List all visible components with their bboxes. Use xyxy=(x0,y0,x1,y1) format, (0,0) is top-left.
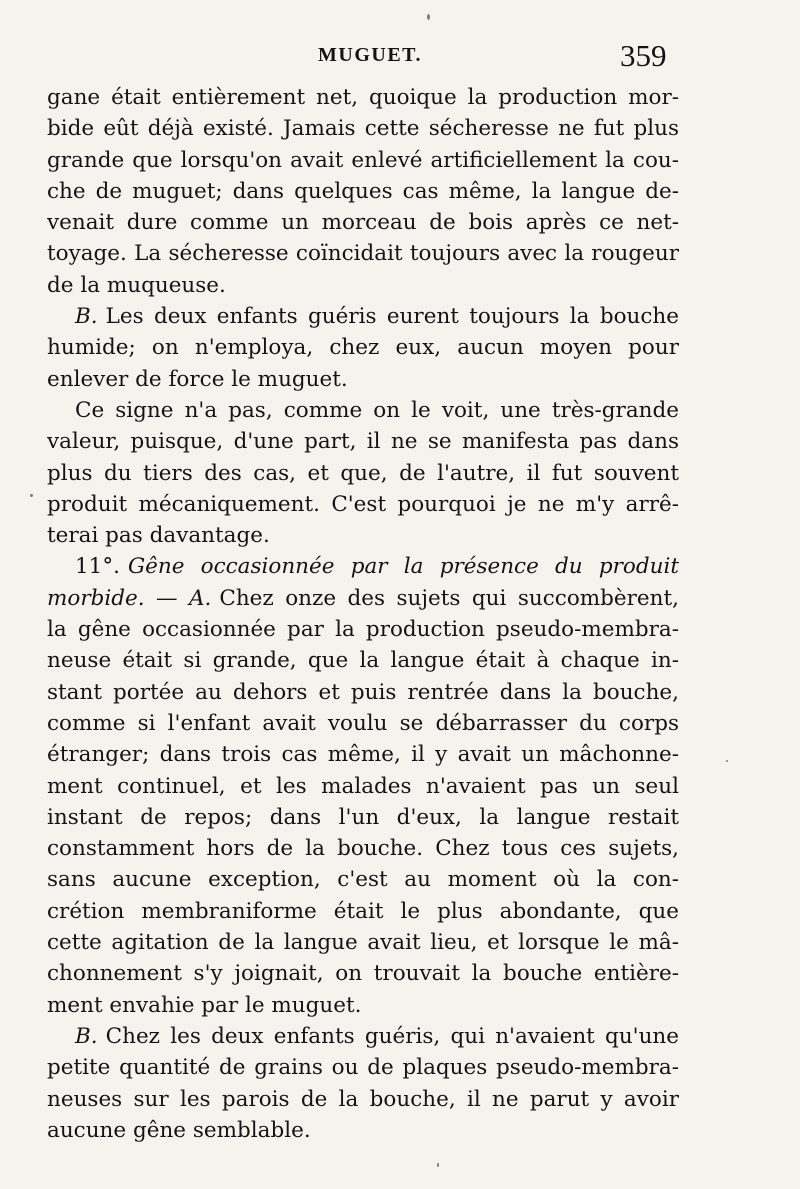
text-line: comme si l'enfant avait voulu se débarrasser du corps xyxy=(47,710,679,736)
text-line: sans aucune exception, c'est au moment où la con- xyxy=(47,867,679,893)
text-line: ment envahie par le muguet. xyxy=(47,992,362,1018)
text-line: humide; on n'employa, chez eux, aucun moyen pour xyxy=(47,335,679,361)
text-line: ment continuel, et les malades n'avaient pas un seul xyxy=(47,773,679,799)
text-line: de la muqueuse. xyxy=(47,272,226,298)
section-heading-continuation xyxy=(47,583,679,614)
section-title: Gêne occasionnée par la présence du produit xyxy=(127,554,679,580)
paper-speck xyxy=(427,14,430,20)
running-title: MUGUET. xyxy=(318,44,423,66)
text-line: toyage. La sécheresse coïncidait toujours avec la rougeur xyxy=(47,241,679,267)
text-line: étranger; dans trois cas même, il y avait un mâchonne- xyxy=(47,742,679,768)
page-number: 359 xyxy=(620,38,667,73)
section-heading-line xyxy=(47,551,679,582)
text-line: bide eût déjà existé. Jamais cette sécheresse ne fut plus xyxy=(47,116,679,142)
body-text xyxy=(47,82,679,1146)
text-line: crétion membraniforme était le plus abondante, que xyxy=(47,898,679,924)
text-line: gane était entièrement net, quoique la production mor- xyxy=(47,85,679,110)
text-line: petite quantité de grains ou de plaques pseudo-membra- xyxy=(47,1055,679,1081)
text-line: constamment hors de la bouche. Chez tous ces sujets, xyxy=(47,836,679,862)
text-line: cette agitation de la langue avait lieu, et lorsque le mâ- xyxy=(47,930,679,956)
text-line: produit mécaniquement. C'est pourquoi je ne m'y arrê- xyxy=(47,491,679,517)
text-line: che de muguet; dans quelques cas même, la langue de- xyxy=(47,178,679,204)
paragraph-b-second xyxy=(47,1021,679,1052)
text-line: aucune gêne semblable. xyxy=(47,1117,311,1143)
paragraph-marker: B. xyxy=(75,1023,98,1049)
paragraph-b-first xyxy=(47,301,679,332)
text-line: Chez onze des sujets qui succombèrent, xyxy=(219,585,679,611)
paragraph-marker: B. xyxy=(75,304,98,330)
text-line: venait dure comme un morceau de bois après ce net- xyxy=(47,210,679,236)
text-line: terai pas davantage. xyxy=(47,523,270,549)
text-line: neuse était si grande, que la langue était à chaque in- xyxy=(47,648,679,674)
text-line: grande que lorsqu'on avait enlevé artificiellement la cou- xyxy=(47,147,679,173)
text-line: plus du tiers des cas, et que, de l'autre, il fut souvent xyxy=(47,460,679,486)
text-line: valeur, puisque, d'une part, il ne se manifesta pas dans xyxy=(47,429,679,455)
text-line: Chez les deux enfants guéris, qui n'avaient qu'une xyxy=(105,1023,679,1049)
text-line: enlever de force le muguet. xyxy=(47,366,348,392)
paper-speck xyxy=(437,1163,439,1167)
text-line: la gêne occasionnée par la production pseudo-membra- xyxy=(47,617,679,643)
page-header xyxy=(0,38,800,78)
text-line: instant de repos; dans l'un d'eux, la langue restait xyxy=(47,804,679,830)
text-line: Les deux enfants guéris eurent toujours la bouche xyxy=(105,304,679,330)
text-line: Ce signe n'a pas, comme on le voit, une très-grande xyxy=(75,397,679,423)
text-line: stant portée au dehors et puis rentrée dans la bouche, xyxy=(47,679,679,705)
text-line: chonnement s'y joignait, on trouvait la bouche entière- xyxy=(47,961,679,987)
paper-speck xyxy=(30,494,33,497)
paper-speck xyxy=(726,760,728,762)
section-number: 11°. xyxy=(75,554,120,580)
section-title-end: morbide. — A. xyxy=(47,585,212,611)
text-line: neuses sur les parois de la bouche, il ne parut y avoir xyxy=(47,1086,679,1112)
